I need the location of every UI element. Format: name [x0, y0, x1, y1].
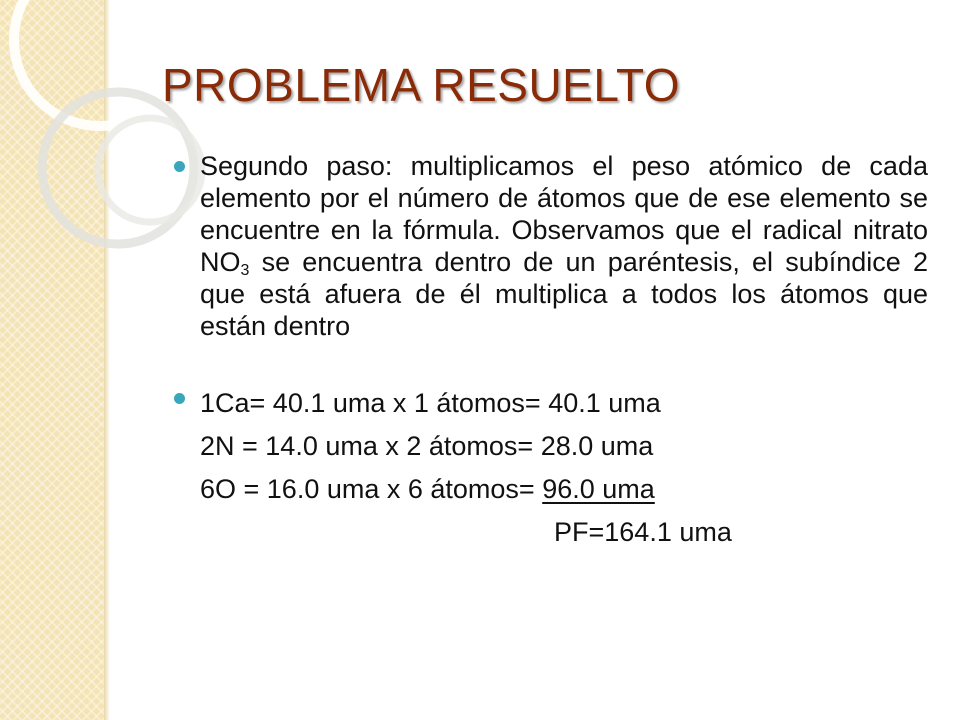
- calc-line-oxygen-result: 96.0 uma: [542, 474, 655, 504]
- page-title: PROBLEMA RESUELTO: [162, 59, 681, 111]
- calc-line-calcium: 1Ca= 40.1 uma x 1 átomos= 40.1 uma: [200, 388, 661, 418]
- calc-line-oxygen: [200, 468, 928, 511]
- bullet-icon: [174, 161, 185, 172]
- deco-circle-small: [98, 118, 202, 222]
- explanation-paragraph: [200, 150, 928, 342]
- slide-content: [200, 150, 928, 554]
- bullet-icon: [174, 393, 185, 404]
- calc-line-oxygen-prefix: 6O = 16.0 uma x 6 átomos=: [200, 474, 543, 504]
- formula-weight-total: PF=164.1 uma: [554, 517, 732, 547]
- explanation-text-start: Segundo paso: multiplicamos el peso atómico de cada elemento por el número de átomos que de ese elemento se encuentre en la fórmula. Observamos que el radical nitrato NO: [200, 151, 928, 277]
- bullet-item-calculations: [200, 382, 928, 554]
- bullet-item-explanation: [200, 150, 928, 342]
- decorative-circles: [0, 0, 200, 300]
- calc-line-nitrogen: 2N = 14.0 uma x 2 átomos= 28.0 uma: [200, 431, 654, 461]
- subscript-three: 3: [240, 262, 250, 279]
- explanation-text-end: se encuentra dentro de un paréntesis, el subíndice 2 que está afuera de él multiplica a todos los átomos que están dentro: [200, 247, 928, 341]
